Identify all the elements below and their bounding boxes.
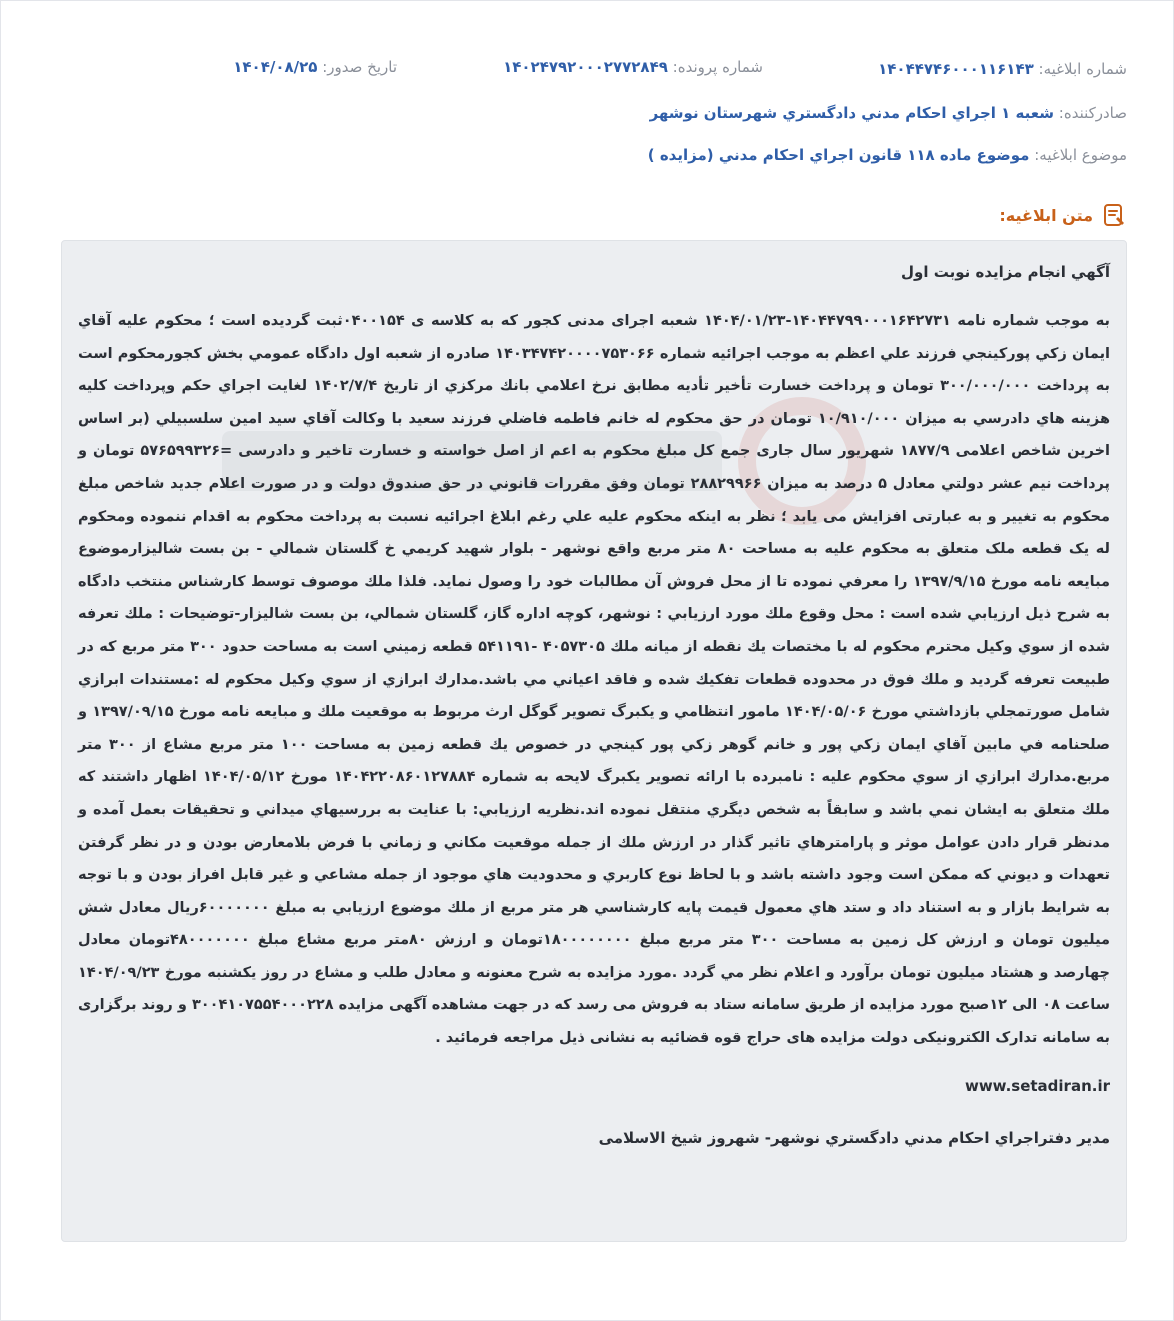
notice-text: به موجب شماره نامه ۱۴۰۴۴۷۹۹۰۰۰۱۶۴۲۷۳۱-۱۴۰۴/۰۱/۲۳ شعبه اجرای مدنی کجور که به کلاسه ی ۰۴۰۰۱۵۴ثبت گردیده است ؛ محکوم علیه آقاي ايمان زكي پوركينجي فرزند علي اعظم به موجب اجرائيه شماره ۱۴۰۳۴۷۴۲۰۰۰۰۷۵۳۰۶۶ صادره از شعبه اول دادگاه عمومي بخش کجورمحکوم است به پرداخت ۳۰۰/۰۰۰/۰۰۰ تومان و پرداخت خسارت تأخير تأديه مطابق نرخ اعلامي بانك مركزي از تاريخ ۱۴۰۲/۷/۴ لغايت اجراي حكم وپرداخت كليه هزينه هاي دادرسي به ميزان ۱۰/۹۱۰/۰۰۰ تومان در حق محكوم له خانم فاطمه فاضلي فرزند سعيد با وكالت آقاي سيد امين سلسبيلي (بر اساس اخرين شاخص اعلامی ۱۸۷۷/۹ شهريور سال جاری جمع کل مبلغ محکوم به اعم از اصل خواسته و خسارت تاخير و دادرسی =۵۷۶۵۹۹۳۲۶ تومان و پرداخت نيم عشر دولتي معادل ۵ درصد به ميزان ۲۸۸۲۹۹۶۶ تومان وفق مقررات قانوني در حق صندوق دولت و در صورت اعلام جديد شاخص مبلغ محکوم به تغيير و به عبارتی افزايش می يابد ؛ نظر به اينكه محكوم عليه علي رغم ابلاغ اجرائيه نسبت به پرداخت محكوم به اقدام ننموده ومحكوم له يک قطعه ملک متعلق به محکوم عليه به مساحت ۸۰ متر مربع واقع نوشهر - بلوار شهيد كريمي خ گلستان شمالي - بن بست شاليزارموضوع مبايعه نامه مورخ ۱۳۹۷/۹/۱۵ را معرفي نموده تا از محل فروش آن مطالبات خود را وصول نمايد. فلذا ملك موصوف توسط كارشناس منتخب دادگاه به شرح ذيل ارزيابي شده است : محل وقوع ملك مورد ارزيابي : نوشهر، كوچه اداره گاز، گلستان شمالي، بن بست شاليزار-توضيحات : ملك تعرفه شده از سوي وكيل محترم محكوم له با مختصات يك نقطه از ميانه ملك ۴۰۵۷۳۰۵ -۵۴۱۱۹۱ قطعه زميني است به مساحت حدود ۳۰۰ متر مربع كه در طبيعت تعرفه گرديد و ملك فوق در محدوده قطعات تفكيك شده و فاقد اعياني مي باشد.مدارك ابرازي از سوي وكيل محكوم له :مستندات ابرازي شامل صورتمجلي بازداشتي مورخ ۱۴۰۴/۰۵/۰۶ مامور انتظامي و يكبرگ تصوير گوگل ارث مربوط به موقعيت ملك و مبايعه نامه مورخ ۱۳۹۷/۰۹/۱۵ و صلحنامه في مابين آقاي ايمان زكي پور و خانم گوهر زكي پور كينجي در خصوص يك قطعه زمين به مساحت ۱۰۰ متر مربع مشاع از ۳۰۰ متر مربع.مدارك ابرازي از سوي محكوم عليه : نامبرده با ارائه تصوير يكبرگ لايحه به شماره ۱۴۰۴۲۲۰۸۶۰۱۲۷۸۸۴ مورخ ۱۴۰۴/۰۵/۱۲ اظهار داشتند كه ملك متعلق به ايشان نمي باشد و سابقاً به شخص ديگري منتقل نموده اند.نظريه ارزيابي: با عنايت به بررسيهاي ميداني و تحقيقات بعمل آمده و مدنظر قرار دادن عوامل موثر و پارامترهاي تاثير گذار در ارزش ملك از جمله موقعيت مكاني و زماني با فرض بلامعارض بودن و در نظر گرفتن تعهدات و ديوني كه ممكن است وجود داشته باشد و با لحاظ نوع كاربري و محدوديت هاي موجود از جمله مشاعي و غير قابل افراز بودن و با توجه به شرايط بازار و به استناد داد و ستد هاي معمول قيمت پايه كارشناسي هر متر مربع از ملك موضوع ارزيابي به مبلغ ۶۰۰۰۰۰۰۰ريال معادل شش ميليون تومان و ارزش كل زمين به مساحت ۳۰۰ متر مربع مبلغ ۱۸۰۰۰۰۰۰۰۰تومان و ارزش ۸۰متر مربع مشاع مبلغ ۴۸۰۰۰۰۰۰۰تومان معادل چهارصد و هشتاد ميليون تومان برآورد و اعلام نظر مي گردد .مورد مزايده به شرح معنونه و معادل طلب و مشاع در روز یکشنبه مورخ ۱۴۰۴/۰۹/۲۳ ساعت ۰۸ الی ۱۲صبح مورد مزايده از طريق سامانه ستاد به فروش می رسد كه در جهت مشاهده آگهی مزايده ۳۰۰۴۱۰۷۵۵۴۰۰۰۲۲۸ و روند برگزاری به سامانه تدارک الکترونيکی دولت مزايده های حراج قوه قضائيه به نشانی ذيل مراجعه فرمائيد . [78, 313, 1111, 1047]
issuer-value: شعبه ۱ اجراي احكام مدني دادگستري شهرستان نوشهر [649, 104, 1054, 122]
notice-number-label: شماره ابلاغیه: [1038, 60, 1127, 78]
website-link[interactable]: www.setadiran.ir [964, 1076, 1110, 1095]
issue-date-label: تاریخ صدور: [322, 58, 397, 76]
notice-number-value: ۱۴۰۴۴۷۴۶۰۰۰۱۱۶۱۴۳ [878, 60, 1034, 78]
case-number-label: شماره پرونده: [672, 58, 763, 76]
notice-heading-label: متن ابلاغیه: [999, 205, 1093, 225]
subject-label: موضوع ابلاغیه: [1034, 146, 1127, 164]
notice-title: آگهي انجام مزايده نوبت اول [901, 263, 1110, 281]
notice-heading [999, 202, 1127, 228]
subject-field [648, 144, 1127, 166]
notice-body [61, 240, 1127, 1242]
case-number-value: ۱۴۰۲۴۷۹۲۰۰۰۲۷۷۲۸۴۹ [503, 58, 668, 76]
document-icon [1101, 202, 1127, 228]
issuer-field [650, 102, 1127, 124]
issue-date-field [233, 58, 397, 76]
case-number-field [503, 58, 763, 76]
subject-value: موضوع ماده ۱۱۸ قانون اجراي احكام مدني (مزايده ) [647, 146, 1030, 164]
signature: مدير دفتراجراي احكام مدني دادگستري نوشهر- شهروز شيخ الاسلامی [598, 1128, 1110, 1147]
issuer-label: صادرکننده: [1058, 104, 1127, 122]
notice-number-field [878, 58, 1127, 80]
issue-date-value: ۱۴۰۴/۰۸/۲۵ [233, 58, 318, 76]
